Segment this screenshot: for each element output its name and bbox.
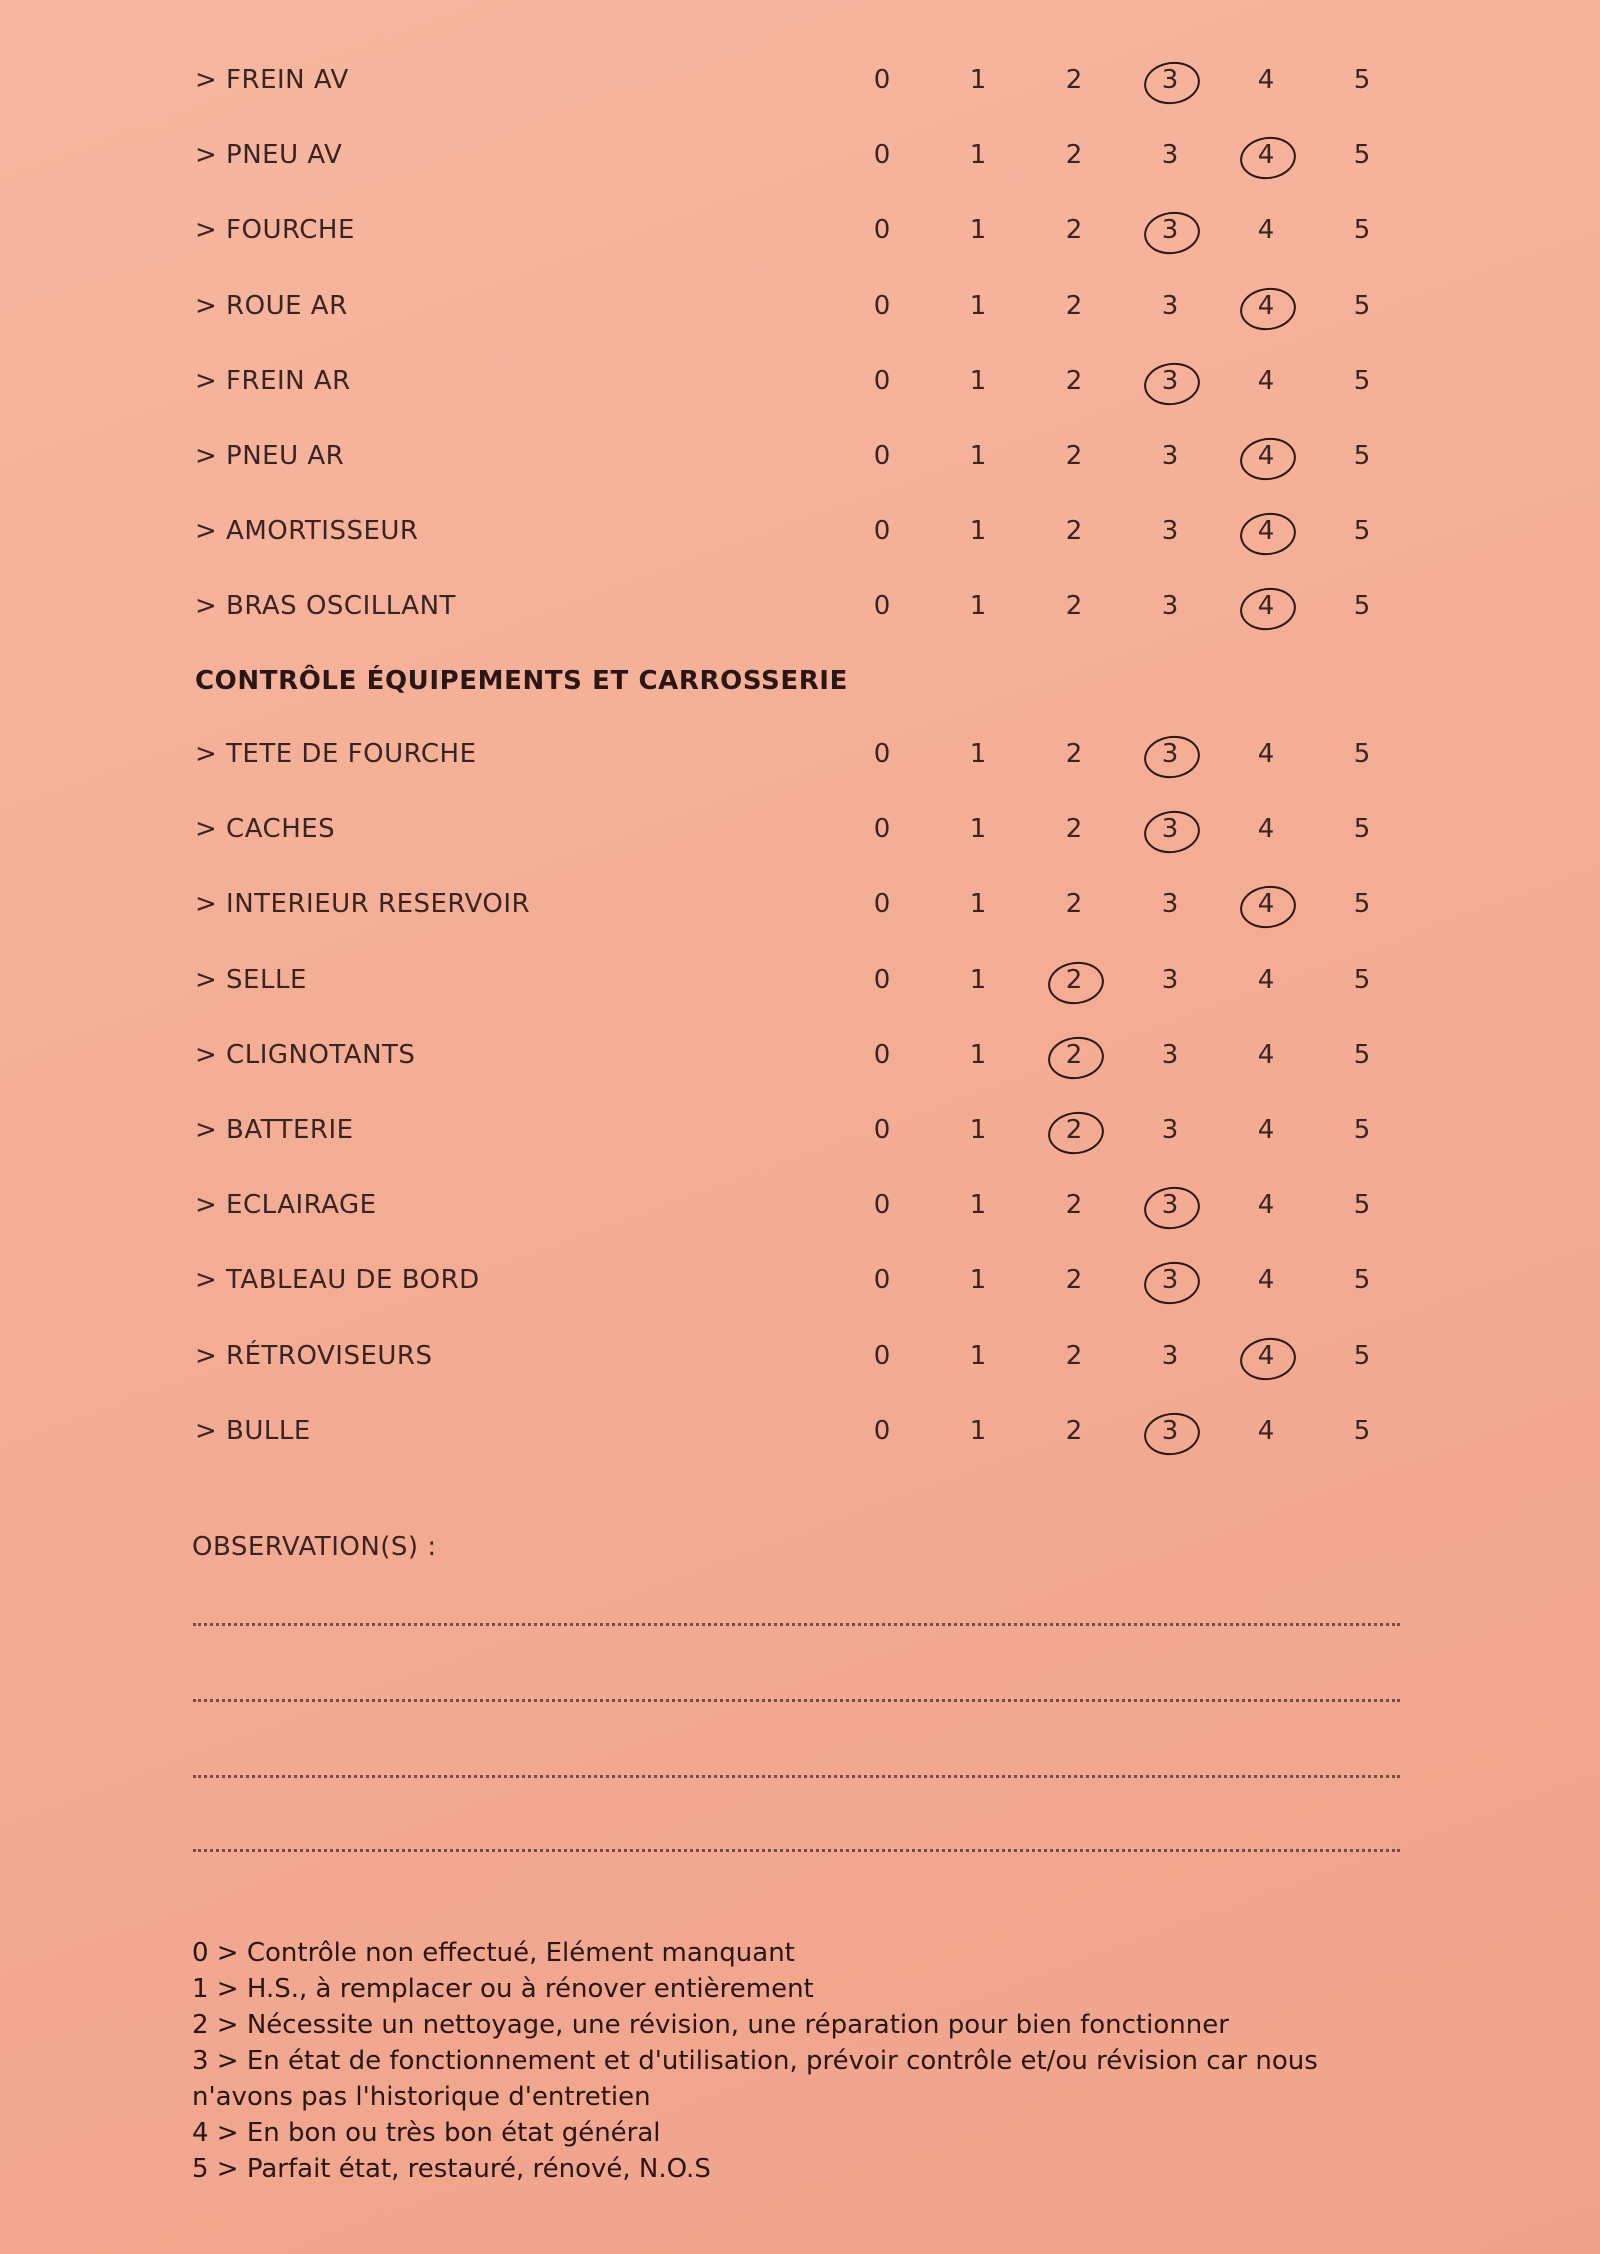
- score-option[interactable]: 0: [873, 1115, 891, 1145]
- score-option[interactable]: 2: [1065, 739, 1083, 769]
- score-option[interactable]: 3: [1161, 1265, 1179, 1295]
- score-option[interactable]: 3: [1161, 441, 1179, 471]
- score-option[interactable]: 1: [969, 739, 987, 769]
- score-option[interactable]: 4: [1257, 1115, 1275, 1145]
- score-option[interactable]: 1: [969, 965, 987, 995]
- item-label: > ECLAIRAGE: [195, 1190, 377, 1220]
- score-option[interactable]: 0: [873, 965, 891, 995]
- score-option[interactable]: 3: [1161, 291, 1179, 321]
- rating-row: [0, 1110, 1600, 1150]
- score-option[interactable]: 0: [873, 1341, 891, 1371]
- score-option[interactable]: 1: [969, 366, 987, 396]
- score-option[interactable]: 4: [1257, 291, 1275, 321]
- item-label: > ROUE AR: [195, 291, 348, 321]
- score-option[interactable]: 4: [1257, 591, 1275, 621]
- score-option[interactable]: 1: [969, 215, 987, 245]
- score-option[interactable]: 4: [1257, 516, 1275, 546]
- score-option[interactable]: 1: [969, 1190, 987, 1220]
- item-label: > FREIN AR: [195, 366, 351, 396]
- score-option[interactable]: 5: [1353, 965, 1371, 995]
- rating-legend: [192, 1935, 1422, 2187]
- score-option[interactable]: 0: [873, 291, 891, 321]
- score-option[interactable]: 4: [1257, 65, 1275, 95]
- score-option[interactable]: 1: [969, 65, 987, 95]
- score-option[interactable]: 0: [873, 739, 891, 769]
- legend-line: n'avons pas l'historique d'entretien: [192, 2082, 651, 2112]
- score-option[interactable]: 5: [1353, 291, 1371, 321]
- score-option[interactable]: 2: [1065, 441, 1083, 471]
- score-option[interactable]: 0: [873, 1265, 891, 1295]
- score-option[interactable]: 4: [1257, 140, 1275, 170]
- score-option[interactable]: 3: [1161, 1190, 1179, 1220]
- score-option[interactable]: 2: [1065, 65, 1083, 95]
- item-label: > INTERIEUR RESERVOIR: [195, 889, 531, 919]
- score-option[interactable]: 4: [1257, 814, 1275, 844]
- score-option[interactable]: 4: [1257, 1265, 1275, 1295]
- item-label: > BULLE: [195, 1416, 311, 1446]
- legend-line: 4 > En bon ou très bon état général: [192, 2118, 661, 2148]
- score-option[interactable]: 5: [1353, 1416, 1371, 1446]
- item-label: > FREIN AV: [195, 65, 349, 95]
- rating-row: [0, 884, 1600, 924]
- score-option[interactable]: 5: [1353, 65, 1371, 95]
- rating-row: [0, 436, 1600, 476]
- score-option[interactable]: 1: [969, 889, 987, 919]
- score-option[interactable]: 2: [1065, 140, 1083, 170]
- score-option[interactable]: 4: [1257, 965, 1275, 995]
- score-option[interactable]: 1: [969, 140, 987, 170]
- item-label: > TETE DE FOURCHE: [195, 739, 477, 769]
- item-label: > PNEU AV: [195, 140, 343, 170]
- score-option[interactable]: 2: [1065, 366, 1083, 396]
- score-option[interactable]: 4: [1257, 366, 1275, 396]
- item-label: > RÉTROVISEURS: [195, 1341, 433, 1371]
- score-option[interactable]: 2: [1065, 1115, 1083, 1145]
- score-option[interactable]: 4: [1257, 889, 1275, 919]
- item-label: > SELLE: [195, 965, 307, 995]
- score-option[interactable]: 3: [1161, 1416, 1179, 1446]
- rating-row: [0, 1185, 1600, 1225]
- item-label: > CACHES: [195, 814, 336, 844]
- score-option[interactable]: 2: [1065, 1040, 1083, 1070]
- score-option[interactable]: 3: [1161, 65, 1179, 95]
- score-option[interactable]: 0: [873, 516, 891, 546]
- score-option[interactable]: 3: [1161, 889, 1179, 919]
- score-option[interactable]: 1: [969, 1265, 987, 1295]
- rating-row: [0, 1035, 1600, 1075]
- score-option[interactable]: 1: [969, 1341, 987, 1371]
- score-option[interactable]: 2: [1065, 1341, 1083, 1371]
- score-option[interactable]: 2: [1065, 1416, 1083, 1446]
- score-option[interactable]: 5: [1353, 814, 1371, 844]
- score-option[interactable]: 5: [1353, 1115, 1371, 1145]
- score-option[interactable]: 5: [1353, 366, 1371, 396]
- score-option[interactable]: 4: [1257, 739, 1275, 769]
- score-option[interactable]: 2: [1065, 965, 1083, 995]
- score-option[interactable]: 1: [969, 1040, 987, 1070]
- item-label: > BATTERIE: [195, 1115, 354, 1145]
- score-option[interactable]: 5: [1353, 215, 1371, 245]
- score-option[interactable]: 4: [1257, 441, 1275, 471]
- score-option[interactable]: 5: [1353, 1265, 1371, 1295]
- score-option[interactable]: 1: [969, 1416, 987, 1446]
- score-option[interactable]: 3: [1161, 215, 1179, 245]
- score-option[interactable]: 0: [873, 1416, 891, 1446]
- score-option[interactable]: 4: [1257, 1190, 1275, 1220]
- score-option[interactable]: 1: [969, 1115, 987, 1145]
- score-option[interactable]: 3: [1161, 140, 1179, 170]
- score-option[interactable]: 5: [1353, 1341, 1371, 1371]
- score-option[interactable]: 3: [1161, 516, 1179, 546]
- score-option[interactable]: 0: [873, 140, 891, 170]
- score-option[interactable]: 4: [1257, 1040, 1275, 1070]
- rating-row: [0, 1411, 1600, 1451]
- rating-row: [0, 135, 1600, 175]
- observations-label: OBSERVATION(S) :: [192, 1532, 437, 1562]
- score-option[interactable]: 1: [969, 441, 987, 471]
- rating-row: [0, 809, 1600, 849]
- score-option[interactable]: 4: [1257, 1416, 1275, 1446]
- score-option[interactable]: 2: [1065, 1265, 1083, 1295]
- score-option[interactable]: 1: [969, 516, 987, 546]
- legend-line: 3 > En état de fonctionnement et d'utilisation, prévoir contrôle et/ou révision car nous: [192, 2046, 1318, 2076]
- score-option[interactable]: 5: [1353, 591, 1371, 621]
- score-option[interactable]: 0: [873, 1040, 891, 1070]
- score-option[interactable]: 3: [1161, 591, 1179, 621]
- rating-row: [0, 210, 1600, 250]
- rating-row: [0, 734, 1600, 774]
- score-option[interactable]: 5: [1353, 140, 1371, 170]
- score-option[interactable]: 5: [1353, 516, 1371, 546]
- score-option[interactable]: 5: [1353, 441, 1371, 471]
- score-option[interactable]: 5: [1353, 889, 1371, 919]
- legend-line: 1 > H.S., à remplacer ou à rénover entièrement: [192, 1974, 814, 2004]
- item-label: > FOURCHE: [195, 215, 355, 245]
- item-label: > BRAS OSCILLANT: [195, 591, 456, 621]
- score-option[interactable]: 0: [873, 889, 891, 919]
- score-option[interactable]: 2: [1065, 291, 1083, 321]
- score-option[interactable]: 3: [1161, 965, 1179, 995]
- score-option[interactable]: 0: [873, 591, 891, 621]
- rating-row: [0, 1336, 1600, 1376]
- score-option[interactable]: 2: [1065, 516, 1083, 546]
- score-option[interactable]: 0: [873, 215, 891, 245]
- rating-row: [0, 586, 1600, 626]
- rating-row: [0, 60, 1600, 100]
- score-option[interactable]: 3: [1161, 739, 1179, 769]
- score-option[interactable]: 4: [1257, 1341, 1275, 1371]
- score-option[interactable]: 3: [1161, 1115, 1179, 1145]
- score-option[interactable]: 0: [873, 1190, 891, 1220]
- score-option[interactable]: 3: [1161, 1341, 1179, 1371]
- observation-line[interactable]: [193, 1775, 1400, 1778]
- rating-row: [0, 361, 1600, 401]
- item-label: > PNEU AR: [195, 441, 345, 471]
- score-option[interactable]: 2: [1065, 591, 1083, 621]
- legend-line: 5 > Parfait état, restauré, rénové, N.O.S: [192, 2154, 711, 2184]
- score-option[interactable]: 0: [873, 65, 891, 95]
- score-option[interactable]: 1: [969, 591, 987, 621]
- observation-line[interactable]: [193, 1849, 1400, 1852]
- rating-row: [0, 1260, 1600, 1300]
- legend-line: 0 > Contrôle non effectué, Elément manquant: [192, 1938, 795, 1968]
- score-option[interactable]: 3: [1161, 1040, 1179, 1070]
- score-option[interactable]: 0: [873, 366, 891, 396]
- score-option[interactable]: 3: [1161, 814, 1179, 844]
- score-option[interactable]: 2: [1065, 889, 1083, 919]
- item-label: > CLIGNOTANTS: [195, 1040, 416, 1070]
- score-option[interactable]: 4: [1257, 215, 1275, 245]
- section-title: CONTRÔLE ÉQUIPEMENTS ET CARROSSERIE: [195, 666, 848, 696]
- score-option[interactable]: 2: [1065, 215, 1083, 245]
- rating-row: [0, 286, 1600, 326]
- score-option[interactable]: 1: [969, 814, 987, 844]
- score-option[interactable]: 2: [1065, 814, 1083, 844]
- score-option[interactable]: 5: [1353, 739, 1371, 769]
- score-option[interactable]: 0: [873, 441, 891, 471]
- score-option[interactable]: 1: [969, 291, 987, 321]
- observation-line[interactable]: [193, 1699, 1400, 1702]
- observation-line[interactable]: [193, 1623, 1400, 1626]
- rating-row: [0, 960, 1600, 1000]
- score-option[interactable]: 0: [873, 814, 891, 844]
- score-option[interactable]: 3: [1161, 366, 1179, 396]
- score-option[interactable]: 5: [1353, 1040, 1371, 1070]
- score-option[interactable]: 5: [1353, 1190, 1371, 1220]
- item-label: > AMORTISSEUR: [195, 516, 419, 546]
- item-label: > TABLEAU DE BORD: [195, 1265, 480, 1295]
- score-option[interactable]: 2: [1065, 1190, 1083, 1220]
- legend-line: 2 > Nécessite un nettoyage, une révision, une réparation pour bien fonctionner: [192, 2010, 1229, 2040]
- rating-row: [0, 511, 1600, 551]
